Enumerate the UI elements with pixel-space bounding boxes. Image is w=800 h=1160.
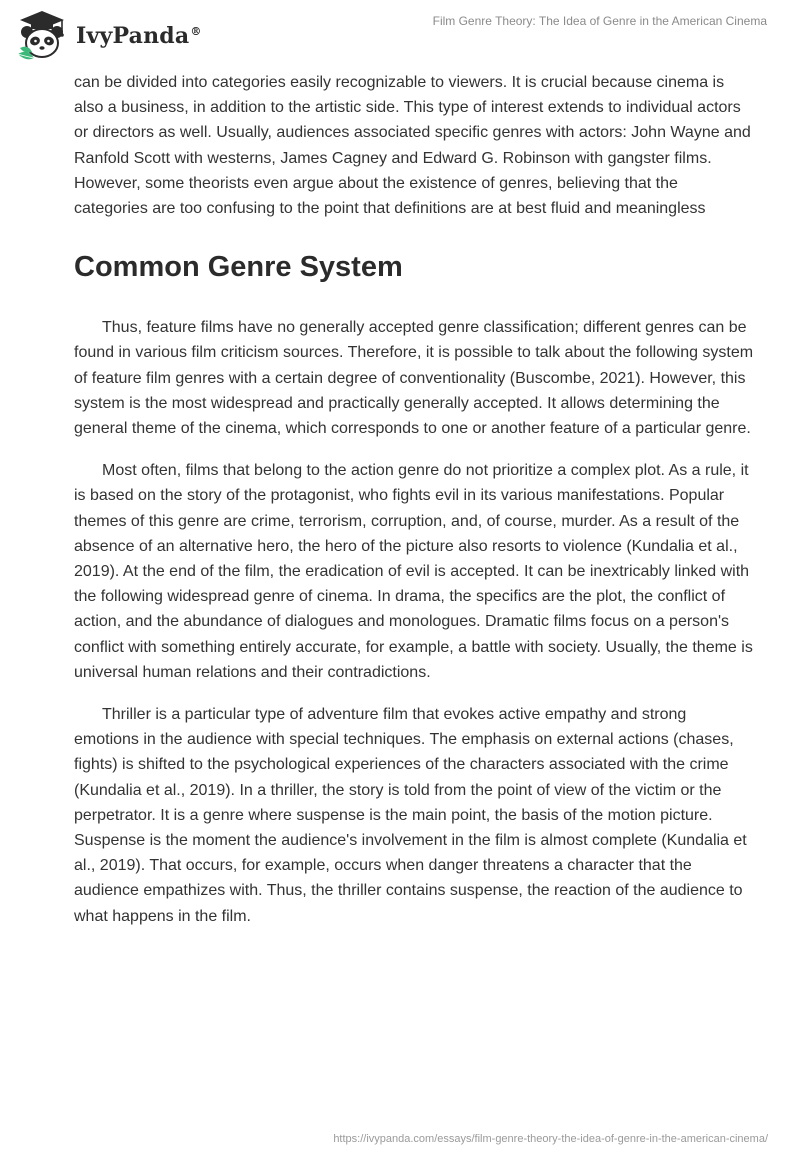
body-paragraph-2: Most often, films that belong to the action genre do not prioritize a complex plot. As a rule, it is based on the story of the protagonist, who fights evil in its various manifestations. Popular themes of this genre are crime, terrorism, corruption, and, of course, murder. As a result of the absence of an alternative hero, the hero of the picture also resorts to violence (Kundalia et al., 2019). At the end of the film, the eradication of evil is accepted. It can be inextricably linked with the following widespread genre of cinema. In drama, the specifics are the plot, the conflict of action, and the abundance of dialogues and monologues. Dramatic films focus on a person's conflict with something entirely accurate, for example, a battle with society. Usually, the theme is universal human relations and their contradictions. (74, 462, 753, 681)
ivypanda-logo[interactable] (14, 8, 202, 64)
section-heading: Common Genre System (74, 251, 403, 284)
body-paragraph-3: Thriller is a particular type of adventure film that evokes active empathy and strong emotions in the audience with special techniques. The emphasis on external actions (chases, fights) is shifted to the psychological experiences of the characters associated with the crime (Kundalia et al., 2019). In a thriller, the story is told from the point of view of the victim or the perpetrator. It is a genre where suspense is the main point, the basis of the motion picture. Suspense is the moment the audience's involvement in the film is almost complete (Kundalia et al., 2019). That occurs, for example, occurs when danger threatens a character that the audience empathizes with. Thus, the thriller contains suspense, the reaction of the audience to what happens in the film. (74, 706, 747, 925)
source-url-link[interactable]: https://ivypanda.com/essays/film-genre-theory-the-idea-of-genre-in-the-american-cinema/ (333, 1133, 768, 1145)
body-paragraph-1: Thus, feature films have no generally accepted genre classification; different genres can be found in various film criticism sources. Therefore, it is possible to talk about the following system of feature film genres with a certain degree of conventionality (Buscombe, 2021). However, this system is the most widespread and practically generally accepted. It allows determining the general theme of the cinema, which corresponds to one or another feature of a particular genre. (74, 319, 754, 438)
running-title: Film Genre Theory: The Idea of Genre in the American Cinema (432, 14, 767, 28)
brand-name: IvyPanda® (76, 23, 202, 49)
panda-graduate-icon (14, 8, 70, 64)
page-header (0, 0, 800, 70)
intro-paragraph: can be divided into categories easily recognizable to viewers. It is crucial because cinema is also a business, in addition to the artistic side. This type of interest extends to individual actors or directors as well. Usually, audiences associated specific genres with actors: John Wayne and Ranfold Scott with westerns, James Cagney and Edward G. Robinson with gangster films. However, some theorists even argue about the existence of genres, believing that the categories are too confusing to the point that definitions are at best fluid and meaningless (74, 74, 751, 218)
essay-content (74, 70, 754, 946)
registered-mark: ® (190, 24, 202, 38)
